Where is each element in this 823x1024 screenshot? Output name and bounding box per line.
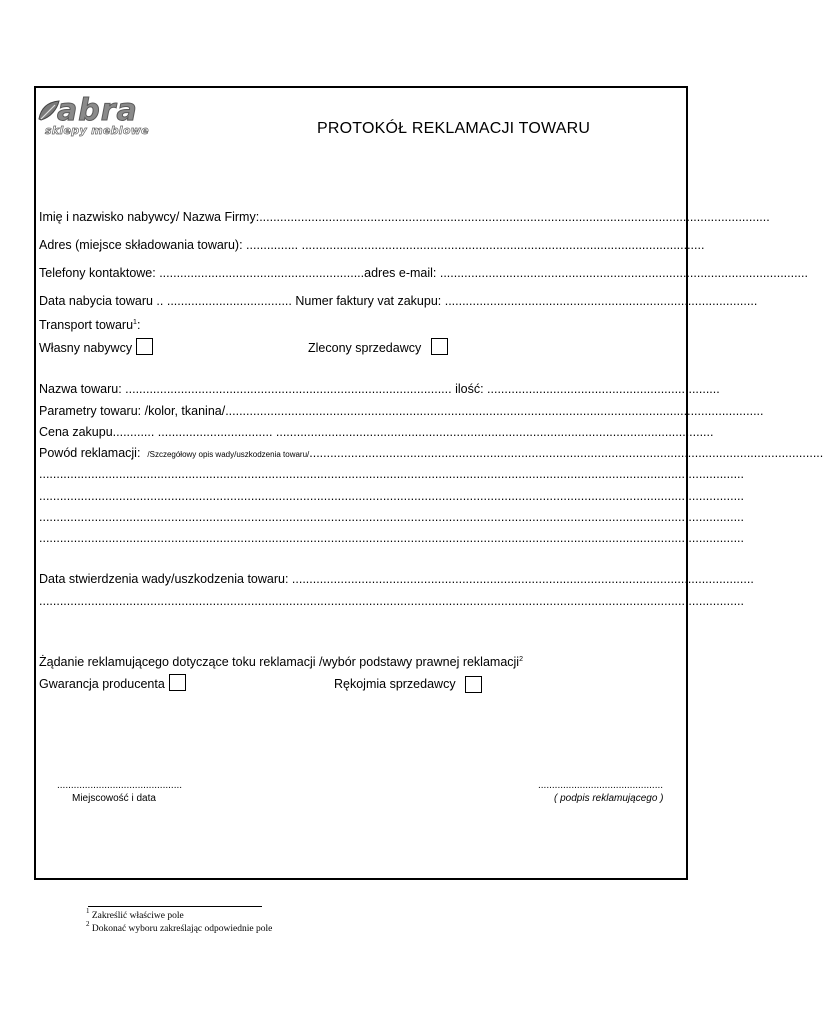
warranty-checkbox[interactable] (465, 676, 482, 693)
guarantee-label: Gwarancja producenta (39, 677, 165, 691)
buyer-name-field[interactable]: Imię i nazwisko nabywcy/ Nazwa Firmy:................................................................................................................................................... (39, 210, 770, 224)
phones-field[interactable]: Telefony kontaktowe: ........................................................... (39, 266, 365, 280)
address-field[interactable]: Adres (miejsce składowania towaru): ............... .................................................................................................................... (39, 238, 705, 252)
reason-line-5[interactable]: ........................................................................................................................................................................................................... (39, 531, 744, 545)
footnote-divider (88, 906, 262, 907)
reason-label: Powód reklamacji: (39, 446, 141, 460)
seller-ordered-label: Zlecony sprzedawcy (308, 341, 422, 355)
signature-line[interactable]: ............................................. (538, 780, 664, 791)
reason-field[interactable]: .................................................................................................................................................... (309, 446, 823, 460)
price-field[interactable]: Cena zakupu............ ................................. .............................................................................................................................. (39, 425, 714, 439)
quantity-field[interactable]: ilość: ................................................................... (455, 382, 720, 396)
parameters-field[interactable]: Parametry towaru: /kolor, tkanina/........................................................................................................................................................... (39, 404, 764, 418)
footnote-1: $^1$ Zakreślić właściwe pole (86, 907, 184, 921)
purchase-date-field[interactable]: Data nabycia towaru .. .................................... (39, 294, 292, 308)
demand-label: Żądanie reklamującego dotyczące toku reklamacji /wybór podstawy prawnej reklamacji$^2$ (39, 655, 523, 669)
footnote-ref-1: 1 (133, 319, 137, 326)
own-buyer-checkbox[interactable] (136, 338, 153, 355)
invoice-number-field[interactable]: Numer faktury vat zakupu: .......................................................................................... (295, 294, 758, 308)
reason-line-3[interactable]: ........................................................................................................................................................................................................... (39, 489, 744, 503)
reason-line-4[interactable]: ........................................................................................................................................................................................................... (39, 510, 744, 524)
seller-ordered-checkbox[interactable] (431, 338, 448, 355)
transport-label: Transport towaru$^1$: (39, 318, 141, 332)
defect-date-field[interactable]: Data stwierdzenia wady/uszkodzenia towaru: ..................................................................................................................................... (39, 572, 754, 586)
reason-line-2[interactable]: ........................................................................................................................................................................................................... (39, 467, 744, 481)
purchase-row (39, 294, 758, 309)
warranty-label: Rękojmia sprzedawcy (334, 677, 456, 691)
abra-logo (37, 93, 155, 141)
page-title: PROTOKÓŁ REKLAMACJI TOWARU (317, 120, 591, 137)
place-date-label: Miejscowość i data (72, 793, 156, 804)
footnote-2: $^2$ Dokonać wyboru zakreślając odpowiednie pole (86, 920, 273, 934)
email-field[interactable]: adres e-mail: .......................................................................................................... (364, 266, 808, 280)
product-row (39, 382, 720, 397)
footnote-ref-2: 2 (519, 656, 523, 663)
signature-label: ( podpis reklamującego ) (554, 793, 664, 804)
contact-row (39, 266, 808, 281)
logo-wordmark: abra (57, 93, 138, 128)
own-buyer-label: Własny nabywcy (39, 341, 133, 355)
reason-row (39, 446, 823, 462)
defect-date-line-2[interactable]: ........................................................................................................................................................................................................... (39, 594, 744, 608)
logo-tagline: sklepy meblowe (45, 124, 149, 137)
place-date-line[interactable]: ............................................. (57, 780, 183, 791)
form-frame (34, 86, 770, 880)
guarantee-checkbox[interactable] (169, 674, 186, 691)
product-name-field[interactable]: Nazwa towaru: .............................................................................................. (39, 382, 452, 396)
reason-hint: /Szczegółowy opis wady/uszkodzenia towaru/ (147, 450, 310, 459)
